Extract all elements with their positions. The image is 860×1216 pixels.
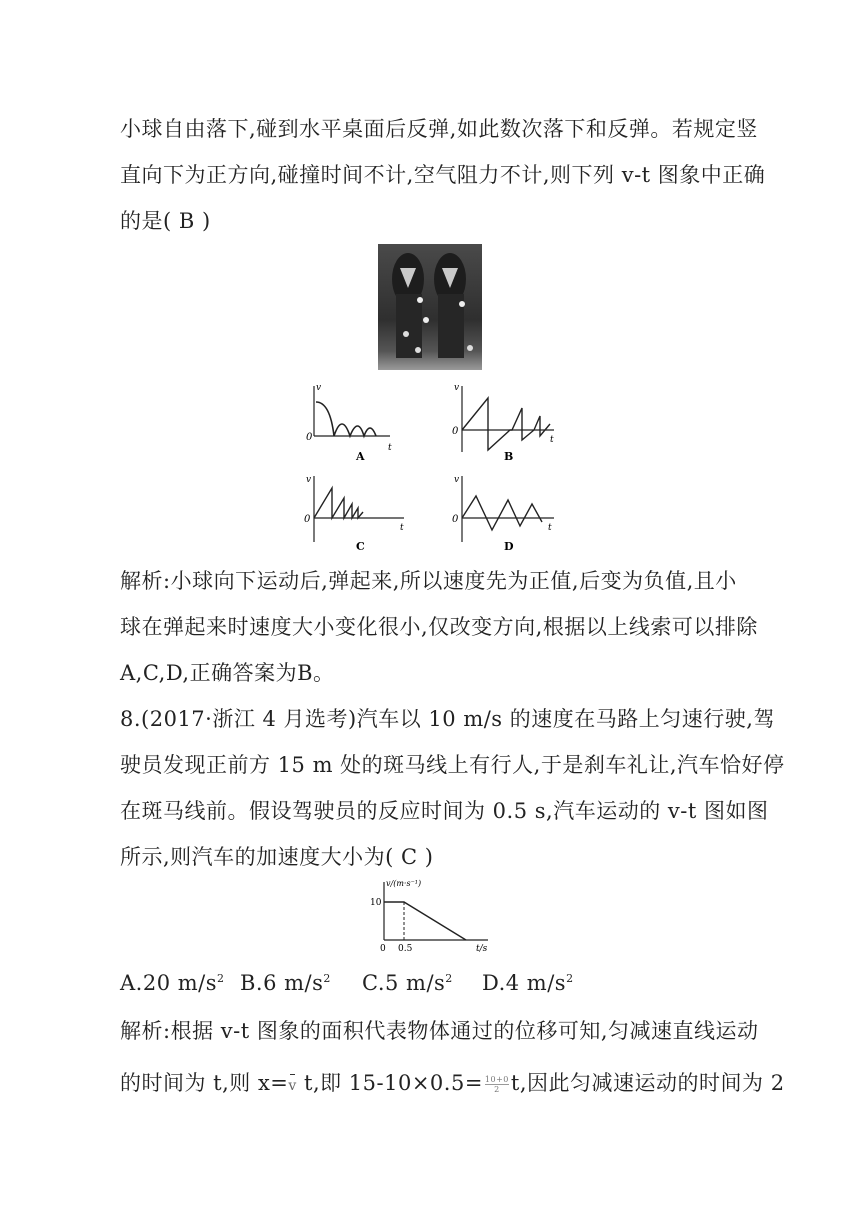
graph-b-v-label: v (454, 383, 460, 393)
q8-graph-y-label: v/(m·s⁻¹) (386, 879, 422, 888)
q8-graph-origin: 0 (380, 944, 386, 954)
q8-analysis-line1: 解析:根据 v-t 图象的面积代表物体通过的位移可知,匀减速直线运动 (120, 1019, 759, 1043)
q8-stem-line1: 8.(2017·浙江 4 月选考)汽车以 10 m/s 的速度在马路上匀速行驶,驾 (120, 707, 775, 731)
q8-analysis-line2: 的时间为 t,则 x=v t,即 $15-10\times 0.5= \frac{10+0}{2}$ t,因此匀减速运动的时间为 2 (120, 1068, 785, 1101)
graph-d[interactable] (448, 470, 558, 558)
v-bar-symbol: v (288, 1071, 296, 1101)
q8-option-a[interactable]: A.20 $m/s^2$ (120, 971, 225, 995)
graph-d-t-label: t (548, 523, 552, 533)
q7-analysis-line3: A,C,D,正确答案为B。 (120, 661, 335, 685)
q8-stem-line4: 所示,则汽车的加速度大小为( C ) (120, 845, 434, 869)
graph-b-label: B (504, 450, 514, 462)
q8-options (120, 968, 574, 998)
q8-option-c[interactable]: C.5 $m/s^2$ (362, 971, 453, 995)
graph-d-label: D (504, 540, 514, 553)
graph-a-t-label: t (388, 443, 392, 453)
graph-d-v-label: v (454, 475, 460, 485)
q8-graph-x-tick: 0.5 (398, 944, 413, 954)
q8-stem-line2: 驶员发现正前方 15 m 处的斑马线上有行人,于是刹车礼让,汽车恰好停 (120, 753, 785, 777)
graph-c-v-label: v (306, 475, 312, 485)
q8-graph-y-tick: 10 (370, 898, 382, 908)
q7-stem-line2: 直向下为正方向,碰撞时间不计,空气阻力不计,则下列 v-t 图象中正确 (120, 163, 766, 187)
q8-stem-line3: 在斑马线前。假设驾驶员的反应时间为 0.5 s,汽车运动的 v-t 图如图 (120, 799, 769, 823)
q8-vt-graph[interactable] (360, 874, 500, 962)
q8-graph-x-label: t/s (476, 944, 488, 954)
graph-a[interactable] (300, 378, 396, 466)
graph-d-origin: 0 (452, 514, 459, 525)
q7-analysis-line1: 解析:小球向下运动后,弹起来,所以速度先为正值,后变为负值,且小 (120, 569, 737, 593)
graph-a-label: A (356, 450, 365, 462)
q7-stem-line3: 的是( B ) (120, 209, 211, 233)
q7-stem-line1: 小球自由落下,碰到水平桌面后反弹,如此数次落下和反弹。若规定竖 (120, 117, 758, 141)
q8-option-b[interactable]: B.6 $m/s^2$ (240, 971, 331, 995)
graph-c[interactable] (300, 470, 410, 558)
graph-a-origin: 0 (306, 432, 313, 443)
graph-a-v-label: v (316, 383, 322, 393)
q7-analysis-line2: 球在弹起来时速度大小变化很小,仅改变方向,根据以上线索可以排除 (120, 615, 758, 639)
strobe-photo-bouncing-ball (378, 244, 482, 370)
graph-c-label: C (356, 540, 365, 553)
graph-c-origin: 0 (304, 514, 311, 525)
graph-b-t-label: t (550, 435, 554, 445)
graph-b-origin: 0 (452, 426, 459, 437)
graph-c-t-label: t (400, 523, 404, 533)
fraction-10-plus-0-over-2: $\frac{10+0}{2}$ (484, 1075, 509, 1094)
q8-option-d[interactable]: D.4 $m/s^2$ (482, 971, 574, 995)
graph-b[interactable] (448, 378, 558, 466)
